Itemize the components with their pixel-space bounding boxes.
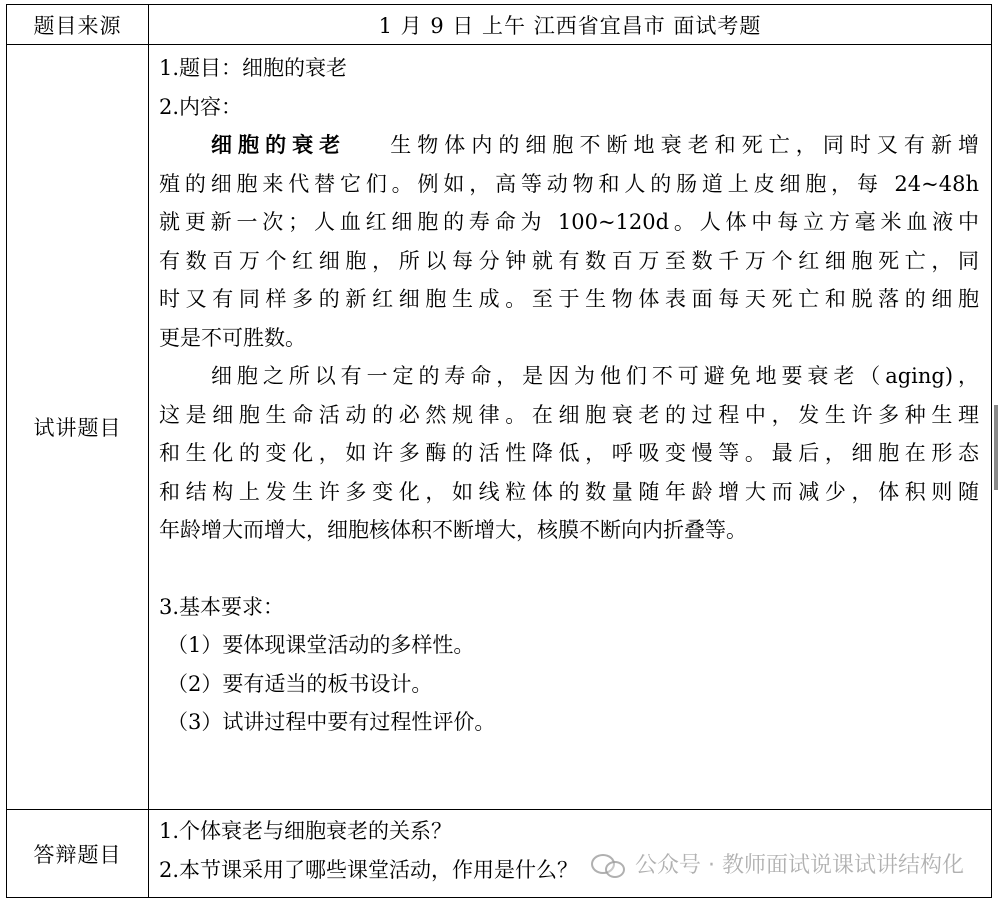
paragraph-line: 年龄增大而增大，细胞核体积不断增大，核膜不断向内折叠等。 (159, 518, 747, 542)
paragraph-line: 和结构上发生许多变化，如线粒体的数量随年龄增大而减少，体积则随 (159, 479, 979, 504)
requirement-item: （2）要有适当的板书设计。 (167, 671, 433, 696)
content-heading: 2.内容： (159, 94, 243, 119)
requirements-heading: 3.基本要求： (159, 594, 285, 619)
requirement-item: （1）要体现课堂活动的多样性。 (167, 633, 475, 657)
exam-title: 1 月 9 日 上午 江西省宜昌市 面试考题 (149, 5, 992, 45)
watermark-text: 公众号 · 教师面试说课试讲结构化 (635, 853, 964, 878)
spacer (159, 550, 979, 588)
paragraph-line: 殖的细胞来代替它们。例如，高等动物和人的肠道上皮细胞，每 24~48h (159, 171, 979, 196)
lecture-label: 试讲题目 (7, 45, 149, 810)
defense-question: 1.个体衰老与细胞衰老的关系？ (159, 819, 453, 843)
source-label: 题目来源 (7, 5, 149, 45)
exam-table (6, 4, 992, 898)
watermark (591, 848, 964, 879)
defense-question: 2.本节课采用了哪些课堂活动，作用是什么？ (159, 857, 579, 882)
paragraph-2 (159, 357, 979, 550)
paragraph-line: 有数百万个红细胞，所以每分钟就有数百万至数千万个红细胞死亡，同 (159, 248, 979, 273)
defense-label: 答辩题目 (7, 810, 149, 898)
paragraph-line: 时又有同样多的新红细胞生成。至于生物体表面每天死亡和脱落的细胞 (159, 287, 979, 311)
paragraph-title: 细胞的衰老 (211, 132, 347, 157)
paragraph-line: 更是不可胜数。 (159, 325, 306, 350)
header-row (7, 5, 992, 45)
paragraph-line: 就更新一次；人血红细胞的寿命为 100~120d。人体中每立方毫米血液中 (159, 210, 979, 234)
paragraph-line: 生物体内的细胞不断地衰老和死亡，同时又有新增 (390, 133, 980, 157)
paragraph-line: 细胞之所以有一定的寿命，是因为他们不可避免地要衰老（aging)， (211, 364, 979, 388)
topic-line: 1.题目：细胞的衰老 (159, 56, 348, 80)
scrollbar-thumb[interactable] (994, 405, 998, 490)
requirement-item: （3）试讲过程中要有过程性评价。 (167, 710, 496, 734)
paragraph-1 (159, 126, 979, 357)
lecture-content-cell (149, 45, 992, 810)
wechat-icon (591, 852, 625, 876)
paragraph-line: 这是细胞生命活动的必然规律。在细胞衰老的过程中，发生许多种生理 (159, 402, 979, 427)
lecture-row (7, 45, 992, 810)
paragraph-line: 和生化的变化，如许多酶的活性降低，呼吸变慢等。最后，细胞在形态 (159, 441, 979, 465)
